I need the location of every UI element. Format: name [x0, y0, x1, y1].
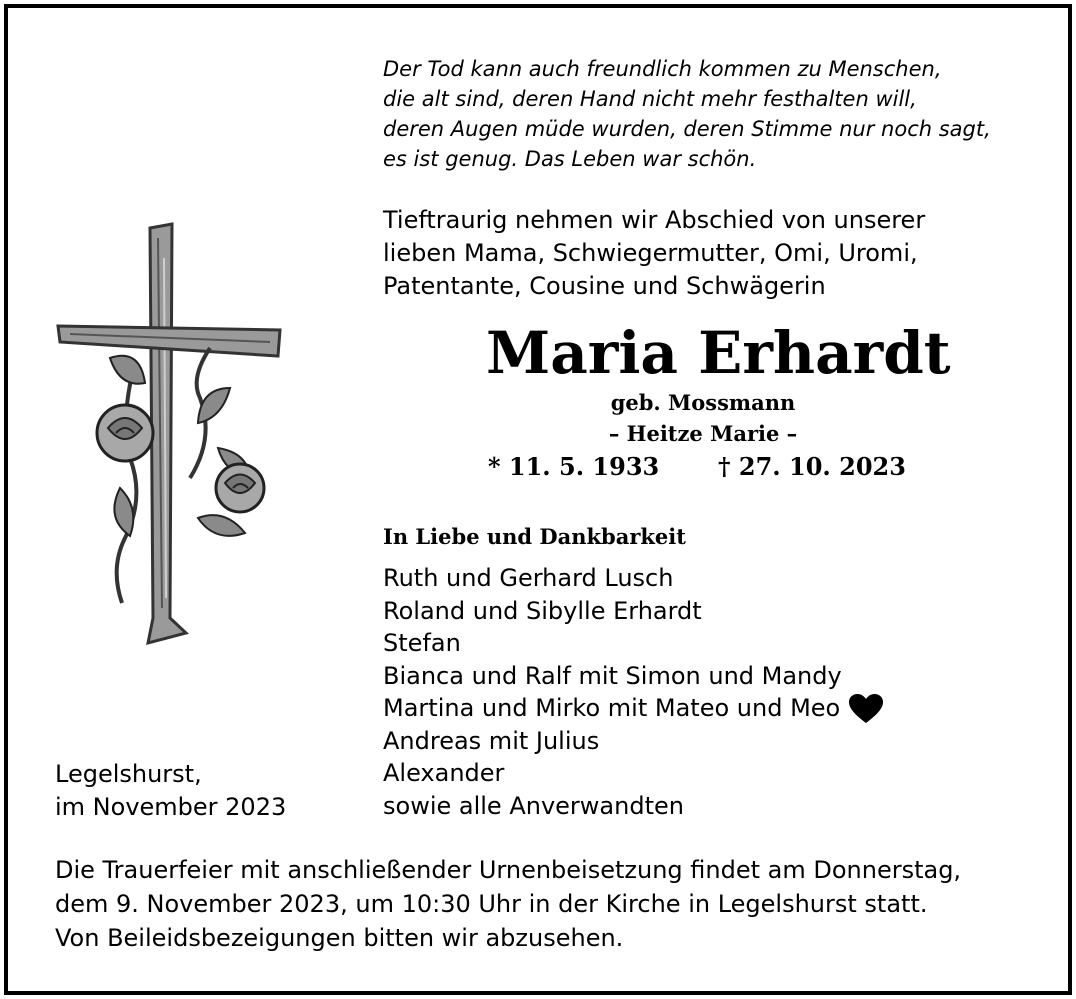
- intro-text: [383, 204, 925, 303]
- cross-with-roses-icon: [50, 218, 300, 658]
- mourner-line: Ruth und Gerhard Lusch: [383, 564, 674, 592]
- poem-line: Der Tod kann auch freundlich kommen zu Menschen,: [383, 57, 942, 81]
- mourner-line: Stefan: [383, 629, 461, 657]
- intro-line: Patentante, Cousine und Schwägerin: [383, 272, 826, 300]
- mourner-line: Bianca und Ralf mit Simon und Mandy: [383, 661, 842, 690]
- mourner-line: Alexander: [383, 759, 505, 787]
- mourners-heading: In Liebe und Dankbarkeit: [383, 524, 686, 549]
- service-line: Von Beileidsbezeigungen bitten wir abzusehen.: [55, 924, 624, 952]
- nickname: – Heitze Marie –: [608, 421, 798, 446]
- intro-line: lieben Mama, Schwiegermutter, Omi, Uromi,: [383, 239, 918, 267]
- mourner-line-with-heart: [383, 692, 884, 725]
- poem: [383, 54, 991, 174]
- maiden-name: geb. Mossmann: [610, 390, 796, 415]
- mourner-line: Martina und Mirko mit Mateo und Meo: [383, 694, 841, 722]
- intro-line: Tieftraurig nehmen wir Abschied von unserer: [383, 206, 926, 234]
- place-date: [55, 758, 286, 823]
- birth-date: * 11. 5. 1933: [488, 452, 660, 481]
- service-line: dem 9. November 2023, um 10:30 Uhr in der Kirche in Legelshurst statt.: [55, 890, 928, 918]
- deceased-name: Maria Erhardt: [486, 319, 951, 387]
- service-line: Die Trauerfeier mit anschließender Urnenbeisetzung findet am Donnerstag,: [55, 856, 962, 884]
- mourner-line: sowie alle Anverwandten: [383, 791, 684, 820]
- poem-line: deren Augen müde wurden, deren Stimme nur noch sagt,: [383, 117, 991, 141]
- poem-line: es ist genug. Das Leben war schön.: [383, 147, 757, 171]
- poem-line: die alt sind, deren Hand nicht mehr festhalten will,: [383, 87, 917, 111]
- service-info: [55, 853, 961, 955]
- mourners-list: [383, 562, 884, 822]
- place-line: Legelshurst,: [55, 760, 202, 788]
- death-date: † 27. 10. 2023: [718, 452, 906, 481]
- mourner-line: Roland und Sibylle Erhardt: [383, 596, 702, 625]
- heart-icon: [848, 694, 884, 724]
- mourner-line: Andreas mit Julius: [383, 726, 600, 755]
- date-line: im November 2023: [55, 792, 287, 821]
